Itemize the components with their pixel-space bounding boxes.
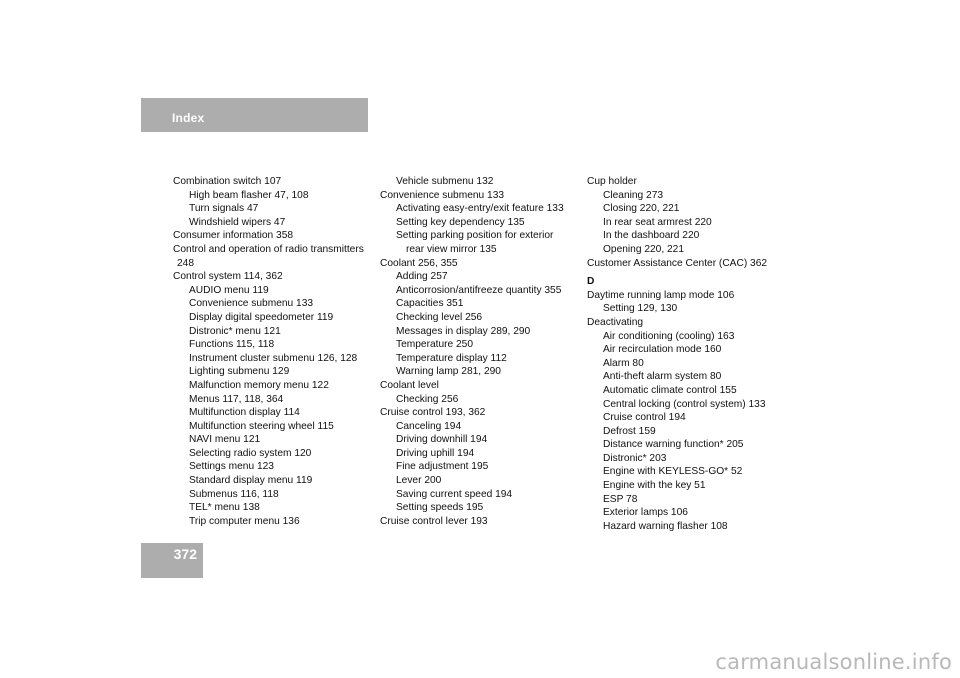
index-subentry [380, 270, 585, 284]
index-entry-text: Exterior lamps 106 [603, 507, 688, 519]
index-header-bar [141, 98, 368, 132]
index-subentry [173, 365, 378, 379]
index-entry [587, 257, 797, 271]
index-subentry [587, 384, 797, 398]
index-subentry [173, 202, 378, 216]
index-subentry [587, 479, 797, 493]
index-entry-text: Multifunction display 114 [189, 407, 300, 419]
index-entry [380, 189, 585, 203]
index-entry [380, 406, 585, 420]
index-subentry [173, 420, 378, 434]
index-entry [173, 229, 378, 243]
index-subentry [380, 229, 585, 256]
index-entry-text: Submenus 116, 118 [189, 488, 279, 500]
index-entry [380, 257, 585, 271]
index-entry-text: High beam flasher 47, 108 [189, 189, 309, 201]
index-subentry [173, 352, 378, 366]
index-entry-text: In the dashboard 220 [603, 230, 700, 242]
index-column-1 [173, 175, 378, 528]
index-subentry [173, 297, 378, 311]
index-subentry [173, 447, 378, 461]
index-subentry [380, 352, 585, 366]
index-entry-text: Cruise control 194 [603, 412, 686, 424]
index-entry-text: Fine adjustment 195 [396, 461, 489, 473]
index-subentry [587, 202, 797, 216]
index-subentry [173, 474, 378, 488]
index-entry-text: Checking 256 [396, 393, 459, 405]
index-entry-text: Control and operation of radio transmitters [173, 243, 364, 255]
index-subentry [587, 411, 797, 425]
index-entry-text: Distronic* 203 [603, 452, 667, 464]
index-subentry [380, 460, 585, 474]
index-entry-text: NAVI menu 121 [189, 434, 261, 446]
index-entry-text: Lighting submenu 129 [189, 366, 290, 378]
index-entry-text: Consumer information 358 [173, 230, 294, 242]
index-subentry [587, 452, 797, 466]
index-entry [380, 379, 585, 393]
index-entry-text: Driving downhill 194 [396, 434, 488, 446]
index-subentry [380, 202, 585, 216]
index-entry [587, 316, 797, 330]
index-subentry [587, 493, 797, 507]
index-subentry [380, 447, 585, 461]
index-subentry [587, 398, 797, 412]
index-subentry [587, 506, 797, 520]
index-entry-text: Setting speeds 195 [396, 502, 484, 514]
index-entry-text: Distronic* menu 121 [189, 325, 281, 337]
index-entry-text: Automatic climate control 155 [603, 384, 737, 396]
index-subentry [380, 420, 585, 434]
index-entry [173, 270, 378, 284]
index-subentry [587, 438, 797, 452]
index-entry-text: Anticorrosion/antifreeze quantity 355 [396, 284, 562, 296]
index-subentry [173, 284, 378, 298]
index-subentry [587, 370, 797, 384]
index-subentry [587, 425, 797, 439]
index-entry-text: ESP 78 [603, 493, 638, 505]
index-entry-text: Capacities 351 [396, 298, 464, 310]
index-entry-text: Messages in display 289, 290 [396, 325, 531, 337]
index-subentry [173, 460, 378, 474]
index-entry-text: Settings menu 123 [189, 461, 274, 473]
index-subentry [587, 520, 797, 534]
index-entry-text: Setting parking position for exterior [396, 230, 554, 242]
index-subentry [173, 379, 378, 393]
index-entry-continuation: rear view mirror 135 [406, 243, 497, 255]
index-entry-text: Checking level 256 [396, 311, 483, 323]
index-entry-text: Opening 220, 221 [603, 243, 685, 255]
index-entry-text: Central locking (control system) 133 [603, 398, 766, 410]
index-entry-text: Deactivating [587, 316, 644, 328]
index-entry-text: In rear seat armrest 220 [603, 216, 712, 228]
index-entry-text: Malfunction memory menu 122 [189, 379, 329, 391]
index-subentry [587, 357, 797, 371]
index-subentry [380, 488, 585, 502]
index-entry-text: Cleaning 273 [603, 189, 664, 201]
index-subentry [380, 365, 585, 379]
index-subentry [173, 216, 378, 230]
index-entry-text: Coolant 256, 355 [380, 257, 458, 269]
index-subentry [173, 189, 378, 203]
index-entry-text: AUDIO menu 119 [189, 284, 269, 296]
index-entry-text: Hazard warning flasher 108 [603, 520, 728, 532]
index-entry-text: Air conditioning (cooling) 163 [603, 330, 735, 342]
page-number: 372 [173, 546, 197, 562]
index-subentry [380, 338, 585, 352]
index-subentry [380, 216, 585, 230]
index-entry-text: Cup holder [587, 176, 637, 187]
index-entry-text: Selecting radio system 120 [189, 447, 312, 459]
index-entry-text: Alarm 80 [603, 357, 644, 369]
index-subentry [380, 433, 585, 447]
index-entry-text: Saving current speed 194 [396, 488, 513, 500]
index-entry-text: Distance warning function* 205 [603, 439, 744, 451]
index-entry [587, 289, 797, 303]
index-entry-text: Customer Assistance Center (CAC) 362 [587, 257, 768, 269]
index-entry-text: Combination switch 107 [173, 176, 282, 187]
index-column-2 [380, 175, 585, 528]
index-entry-text: Warning lamp 281, 290 [396, 366, 501, 378]
index-entry-text: Control system 114, 362 [173, 271, 283, 283]
index-entry-text: Engine with KEYLESS-GO* 52 [603, 466, 743, 478]
index-subentry [587, 189, 797, 203]
index-subentry [173, 433, 378, 447]
index-subentry [173, 393, 378, 407]
index-entry-text: Turn signals 47 [189, 203, 259, 215]
index-entry [173, 175, 378, 189]
index-subentry [173, 501, 378, 515]
index-subentry [587, 229, 797, 243]
index-entry-text: Activating easy-entry/exit feature 133 [396, 203, 564, 215]
index-entry-text: Setting key dependency 135 [396, 216, 525, 228]
watermark: carmanualsonline.info [715, 650, 952, 674]
index-subentry [587, 302, 797, 316]
index-entry-text: TEL* menu 138 [189, 502, 260, 514]
index-subentry [173, 325, 378, 339]
index-entry-continuation: 248 [177, 257, 194, 269]
index-entry-text: Vehicle submenu 132 [396, 176, 494, 187]
index-subentry [587, 465, 797, 479]
index-entry-text: Driving uphill 194 [396, 447, 475, 459]
index-entry-text: Setting 129, 130 [603, 303, 678, 315]
index-entry [173, 243, 378, 270]
index-entry-text: Standard display menu 119 [189, 475, 313, 487]
index-entry-text: Engine with the key 51 [603, 480, 706, 492]
index-entry-text: Convenience submenu 133 [189, 298, 314, 310]
index-column-3 [587, 175, 797, 533]
index-entry-text: Functions 115, 118 [189, 339, 275, 351]
index-entry-text: Trip computer menu 136 [189, 515, 300, 527]
index-entry-text: Adding 257 [396, 271, 448, 283]
index-entry-text: Air recirculation mode 160 [603, 344, 722, 356]
index-entry-text: Temperature display 112 [396, 352, 507, 364]
index-subentry [380, 501, 585, 515]
index-subentry [587, 343, 797, 357]
index-entry-text: Temperature 250 [396, 339, 474, 351]
index-entry-text: Cruise control lever 193 [380, 515, 488, 527]
index-entry-text: Defrost 159 [603, 425, 656, 437]
index-entry-text: Windshield wipers 47 [189, 216, 286, 228]
index-subentry [380, 393, 585, 407]
index-entry-text: Instrument cluster submenu 126, 128 [189, 352, 358, 364]
index-subentry [173, 406, 378, 420]
index-subentry [587, 216, 797, 230]
index-subentry [173, 515, 378, 529]
page-title: Index [172, 111, 205, 125]
index-subentry [173, 338, 378, 352]
index-entry-text: Coolant level [380, 379, 439, 391]
index-entry-text: Closing 220, 221 [603, 203, 680, 215]
index-entry-text: Multifunction steering wheel 115 [189, 420, 334, 432]
index-entry-text: Cruise control 193, 362 [380, 407, 486, 419]
index-subentry [380, 311, 585, 325]
index-subentry [173, 311, 378, 325]
index-entry-text: Anti-theft alarm system 80 [603, 371, 722, 383]
index-entry-text: Menus 117, 118, 364 [189, 393, 284, 405]
index-entry [380, 515, 585, 529]
index-entry [587, 175, 797, 189]
index-section-letter: D [587, 276, 595, 288]
index-subentry [380, 325, 585, 339]
index-subentry [173, 488, 378, 502]
index-subentry [587, 330, 797, 344]
index-subentry [380, 297, 585, 311]
index-entry-text: Convenience submenu 133 [380, 189, 505, 201]
index-subentry [380, 284, 585, 298]
index-subentry [587, 243, 797, 257]
index-subentry [380, 175, 585, 189]
index-entry-text: Lever 200 [396, 475, 442, 487]
index-entry-text: Canceling 194 [396, 420, 462, 432]
index-subentry [380, 474, 585, 488]
index-entry-text: Daytime running lamp mode 106 [587, 289, 735, 301]
index-entry-text: Display digital speedometer 119 [189, 311, 334, 323]
page-number-box [141, 543, 203, 578]
